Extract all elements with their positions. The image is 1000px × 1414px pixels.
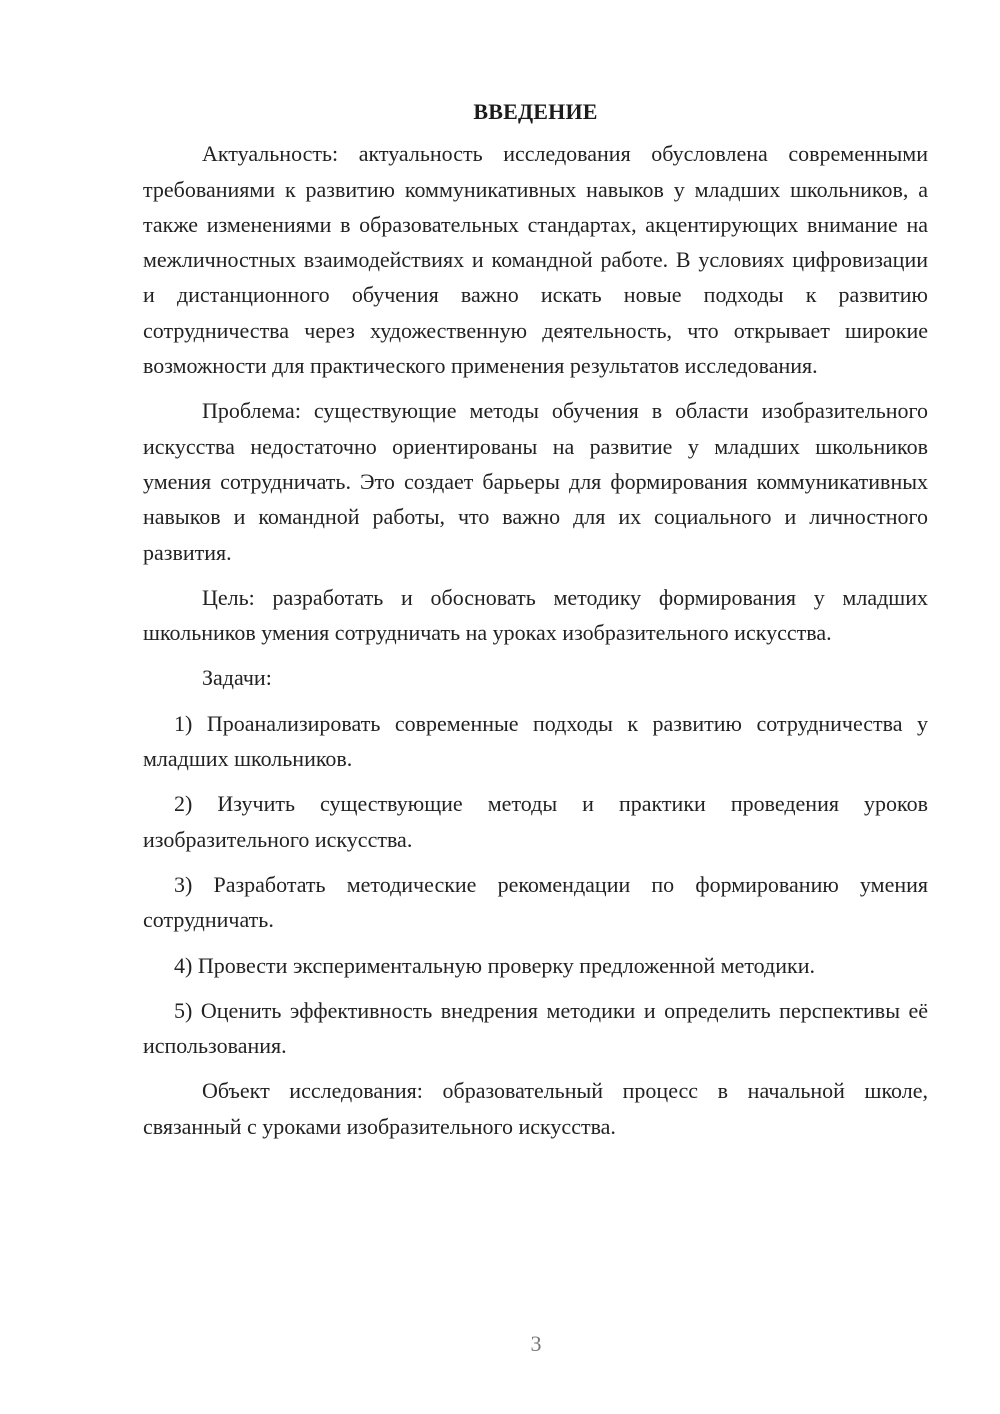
page-title: ВВЕДЕНИЕ	[473, 99, 598, 124]
page-number: 3	[530, 1331, 542, 1356]
paragraph-relevance: Актуальность: актуальность исследования обусловлена современными требованиями к развитию коммуникативных навыков у младших школьников, а также изменениями в образовательных стандартах, акцентирующих внимание на межличностных взаимодействиях и командной работе. В условиях цифровизации и дистанционного обучения важно искать новые подходы к развитию сотрудничества через художественную деятельность, что открывает широкие возможности для практического применения результатов исследования.	[143, 141, 928, 379]
task-item-4: 4) Провести экспериментальную проверку предложенной методики.	[174, 952, 815, 978]
task-item-3: 3) Разработать методические рекомендации по формированию умения сотрудничать.	[143, 871, 928, 933]
paragraph-goal: Цель: разработать и обосновать методику формирования у младших школьников умения сотрудничать на уроках изобразительного искусства.	[143, 584, 928, 646]
tasks-heading: Задачи:	[202, 665, 272, 691]
paragraph-problem: Проблема: существующие методы обучения в области изобразительного искусства недостаточно ориентированы на развитие у младших школьников умения сотрудничать. Это создает барьеры для формирования коммуникативных навыков и командной работы, что важно для их социального и личностного развития.	[143, 398, 928, 565]
task-item-2: 2) Изучить существующие методы и практики проведения уроков изобразительного искусства.	[143, 791, 928, 852]
paragraph-object: Объект исследования: образовательный процесс в начальной школе, связанный с уроками изобразительного искусства.	[143, 1078, 928, 1139]
document-body	[143, 94, 928, 1154]
task-item-5: 5) Оценить эффективность внедрения методики и определить перспективы её использования.	[143, 997, 928, 1059]
task-item-1: 1) Проанализировать современные подходы к развитию сотрудничества у младших школьников.	[143, 710, 928, 772]
